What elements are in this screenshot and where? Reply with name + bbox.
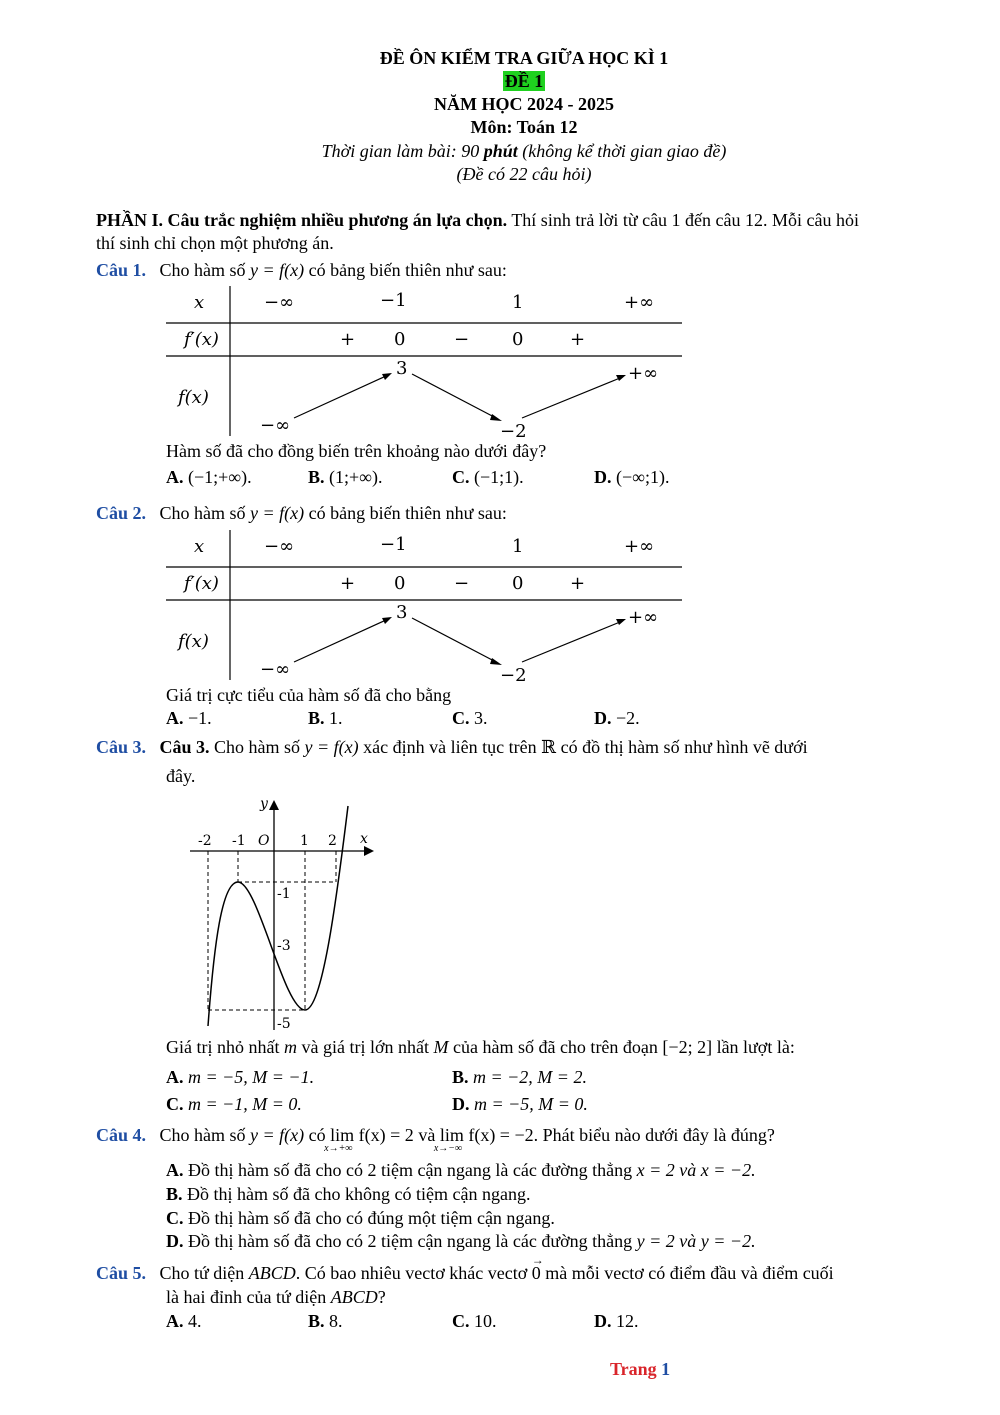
q2-option-b[interactable]: B. 1. bbox=[308, 708, 343, 728]
part1-instructions: PHẦN I. Câu trắc nghiệm nhiều phương án lựa chọn. Thí sinh trả lời từ câu 1 đến câu 12. Mỗi câu hỏi bbox=[96, 210, 860, 230]
f-val-3: +∞ bbox=[628, 607, 659, 628]
x-val-2: 1 bbox=[512, 536, 524, 557]
q1-option-d[interactable]: D. (−∞;1). bbox=[594, 467, 670, 487]
exam-code-line bbox=[0, 71, 1000, 92]
q1-option-c[interactable]: C. (−1;1). bbox=[452, 467, 524, 487]
origin-label: O bbox=[258, 833, 270, 849]
sign-0: + bbox=[340, 329, 356, 350]
f-label: f(x) bbox=[178, 631, 209, 652]
y-axis-label: y bbox=[260, 796, 268, 812]
q5-option-a[interactable]: A. 4. bbox=[166, 1311, 202, 1331]
q3-option-d[interactable]: D. m = −5, M = 0. bbox=[452, 1094, 588, 1114]
f-val-2: −2 bbox=[500, 665, 527, 682]
x-val-0: −∞ bbox=[264, 536, 295, 557]
q3-option-b[interactable]: B. m = −2, M = 2. bbox=[452, 1067, 587, 1087]
q2-option-d[interactable]: D. −2. bbox=[594, 708, 640, 728]
function-curve bbox=[208, 806, 348, 1026]
x-val-3: +∞ bbox=[624, 536, 655, 557]
sign-2: − bbox=[454, 329, 470, 350]
part1-instructions-2: thí sinh chỉ chọn một phương án. bbox=[96, 233, 334, 253]
q1-option-b[interactable]: B. (1;+∞). bbox=[308, 467, 383, 487]
sign-0: + bbox=[340, 573, 356, 594]
sign-1: 0 bbox=[394, 573, 406, 594]
q1-stem: Câu 1. Cho hàm số y = f(x) có bảng biến thiên như sau: bbox=[96, 260, 507, 280]
x-val-0: −∞ bbox=[264, 292, 295, 313]
f-val-1: 3 bbox=[396, 358, 408, 379]
q4-option-c[interactable]: C. Đồ thị hàm số đã cho có đúng một tiệm cận ngang. bbox=[166, 1208, 555, 1228]
q2-option-a[interactable]: A. −1. bbox=[166, 708, 212, 728]
sign-2: − bbox=[454, 573, 470, 594]
q3-option-a[interactable]: A. m = −5, M = −1. bbox=[166, 1067, 315, 1087]
q4-option-d[interactable]: D. Đồ thị hàm số đã cho có 2 tiệm cận ngang là các đường thẳng y = 2 và y = −2. bbox=[166, 1231, 756, 1251]
q5-option-d[interactable]: D. 12. bbox=[594, 1311, 639, 1331]
subject: Môn: Toán 12 bbox=[470, 117, 578, 137]
q3-stem: Câu 3. Câu 3. Cho hàm số y = f(x) xác định và liên tục trên ℝ có đồ thị hàm số như hình vẽ dưới bbox=[96, 737, 808, 757]
f-label: f(x) bbox=[178, 387, 209, 408]
q2-stem: Câu 2. Cho hàm số y = f(x) có bảng biến thiên như sau: bbox=[96, 503, 507, 523]
q3-stem-2: đây. bbox=[166, 766, 196, 786]
q2-question: Giá trị cực tiểu của hàm số đã cho bằng bbox=[166, 685, 452, 705]
x-label: x bbox=[194, 536, 205, 557]
x-axis-label: x bbox=[360, 831, 368, 847]
sign-1: 0 bbox=[394, 329, 406, 350]
q2-variation-table bbox=[166, 530, 686, 682]
x-val-3: +∞ bbox=[624, 292, 655, 313]
q5-stem-2: là hai đỉnh của tứ diện ABCD? bbox=[166, 1287, 386, 1307]
q1-option-a[interactable]: A. (−1;+∞). bbox=[166, 467, 252, 487]
x-label: x bbox=[194, 292, 205, 313]
q4-option-a[interactable]: A. Đồ thị hàm số đã cho có 2 tiệm cận ngang là các đường thẳng x = 2 và x = −2. bbox=[166, 1160, 756, 1180]
x-tick-2: 2 bbox=[328, 833, 337, 849]
q5-stem: Câu 5. Cho tứ diện ABCD. Có bao nhiêu vectơ khác vectơ → 0 mà mỗi vectơ có điểm đầu và điểm cuối bbox=[96, 1253, 834, 1283]
f-val-0: −∞ bbox=[260, 659, 291, 680]
fp-label: f′(x) bbox=[184, 329, 219, 350]
sign-3: 0 bbox=[512, 329, 524, 350]
x-val-1: −1 bbox=[380, 534, 407, 555]
f-val-1: 3 bbox=[396, 602, 408, 623]
school-year: NĂM HỌC 2024 - 2025 bbox=[434, 94, 614, 114]
sign-4: + bbox=[570, 329, 586, 350]
q1-variation-table bbox=[166, 286, 686, 438]
q3-graph bbox=[188, 794, 380, 1034]
q3-question: Giá trị nhỏ nhất m và giá trị lớn nhất M của hàm số đã cho trên đoạn [−2; 2] lần lượt là: bbox=[166, 1037, 795, 1057]
x-val-2: 1 bbox=[512, 292, 524, 313]
x-tick-1: 1 bbox=[300, 833, 309, 849]
sign-3: 0 bbox=[512, 573, 524, 594]
time-note: Thời gian làm bài: 90 phút (không kể thời gian giao đề) bbox=[321, 141, 727, 161]
page-number: Trang 1 bbox=[610, 1359, 671, 1379]
exam-title: ĐỀ ÔN KIỂM TRA GIỮA HỌC KÌ 1 bbox=[379, 48, 669, 68]
vector-arrow-icon: → bbox=[531, 1253, 544, 1267]
q3-option-c[interactable]: C. m = −1, M = 0. bbox=[166, 1094, 302, 1114]
q2-option-c[interactable]: C. 3. bbox=[452, 708, 488, 728]
sign-4: + bbox=[570, 573, 586, 594]
f-val-2: −2 bbox=[500, 421, 527, 438]
q4-stem: Câu 4. Cho hàm số y = f(x) có lim x→+∞ f(x) = 2 và lim x→−∞ f(x) = −2. Phát biểu nào dưới đây là đúng? bbox=[96, 1125, 775, 1154]
x-tick--2: -2 bbox=[198, 833, 212, 849]
q4-option-b[interactable]: B. Đồ thị hàm số đã cho không có tiệm cận ngang. bbox=[166, 1184, 531, 1204]
y-tick--1: -1 bbox=[277, 886, 291, 902]
q5-option-b[interactable]: B. 8. bbox=[308, 1311, 343, 1331]
exam-code: ĐỀ 1 bbox=[504, 71, 544, 91]
y-tick--3: -3 bbox=[277, 938, 291, 954]
x-val-1: −1 bbox=[380, 290, 407, 311]
question-count: (Đề có 22 câu hỏi) bbox=[456, 164, 592, 184]
x-tick--1: -1 bbox=[232, 833, 246, 849]
f-val-3: +∞ bbox=[628, 363, 659, 384]
y-tick--5: -5 bbox=[277, 1016, 291, 1032]
q5-option-c[interactable]: C. 10. bbox=[452, 1311, 497, 1331]
q1-question: Hàm số đã cho đồng biến trên khoảng nào dưới đây? bbox=[166, 441, 547, 461]
fp-label: f′(x) bbox=[184, 573, 219, 594]
f-val-0: −∞ bbox=[260, 415, 291, 436]
